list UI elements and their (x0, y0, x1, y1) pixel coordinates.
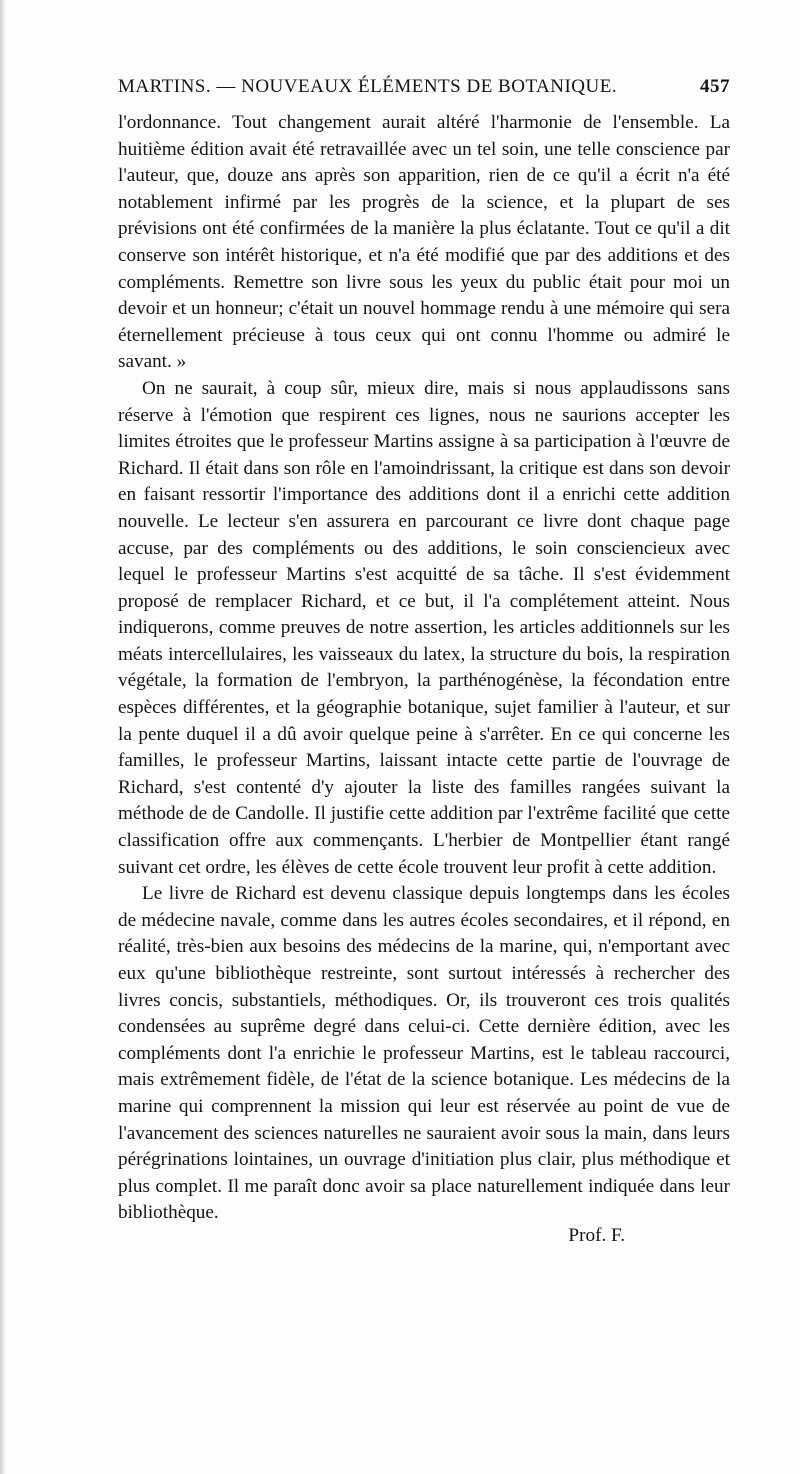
running-head-title: MARTINS. — NOUVEAUX ÉLÉMENTS DE BOTANIQUE. (118, 76, 618, 97)
paragraph: On ne saurait, à coup sûr, mieux dire, mais si nous applaudissons sans réserve à l'émotion que respirent ces lignes, nous ne saurions accepter les limites étroites que le professeur Martins assigne à sa participation à l'œuvre de Richard. Il était dans son rôle en l'amoindrissant, la critique est dans son devoir en faisant ressortir l'importance des additions dont il a enrichi cette addition nouvelle. Le lecteur s'en assurera en parcourant ce livre dont chaque page accuse, par des compléments ou des additions, le soin consciencieux avec lequel le professeur Martins s'est acquitté de sa tâche. Il s'est évidemment proposé de remplacer Richard, et ce but, il l'a complétement atteint. Nous indiquerons, comme preuves de notre assertion, les articles additionnels sur les méats intercellulaires, les vaisseaux du latex, la structure du bois, la respiration végétale, la formation de l'embryon, la parthénogénèse, la fécondation entre espèces différentes, et la géographie botanique, sujet familier à l'auteur, et sur la pente duquel il a dû avoir quelque peine à s'arrêter. En ce qui concerne les familles, le professeur Martins, laissant intacte cette partie de l'ouvrage de Richard, s'est contenté d'y ajouter la liste des familles rangées suivant la méthode de de Candolle. Il justifie cette addition par l'extrême facilité que cette classification offre aux commençants. L'herbier de Montpellier étant rangé suivant cet ordre, les élèves de cette école trouvent leur profit à cette addition. (118, 377, 730, 878)
page-number: 457 (700, 76, 730, 97)
page-edge-shadow (0, 0, 6, 1474)
paragraph: Le livre de Richard est devenu classique depuis longtemps dans les écoles de médecine navale, comme dans les autres écoles secondaires, et il répond, en réalité, très-bien aux besoins des médecins de la marine, qui, n'emportant avec eux qu'une bibliothèque restreinte, sont surtout intéressés à rechercher des livres concis, substantiels, méthodiques. Or, ils trouveront ces trois qualités condensées au suprême degré dans celui-ci. Cette dernière édition, avec les compléments dont l'a enrichie le professeur Martins, est le tableau raccourci, mais extrêmement fidèle, de l'état de la science botanique. Les médecins de la marine qui comprennent la mission qui leur est réservée au point de vue de l'avancement des sciences naturelles ne sauraient avoir sous la main, dans leurs pérégrinations lointaines, un ouvrage d'initiation plus clair, plus méthodique et plus complet. Il me paraît donc avoir sa place naturellement indiquée dans leur bibliothèque. (118, 883, 730, 1224)
paragraph-continued: l'ordonnance. Tout changement aurait altéré l'harmonie de l'ensemble. La huitième édition avait été retravaillée avec un tel soin, une telle conscience par l'auteur, que, douze ans après son apparition, rien de ce qu'il a écrit n'a été notablement infirmé par les progrès de la science, et la plupart de ses prévisions ont été confirmées de la manière la plus éclatante. Tout ce qu'il a dit conserve son intérêt historique, et n'a été modifié que par des additions et des compléments. Remettre son livre sous les yeux du public était pour moi un devoir et un honneur; c'était un nouvel hommage rendu à une mémoire qui sera éternellement précieuse à tous ceux qui ont connu l'homme ou admiré le savant. » (118, 112, 730, 373)
signature: Prof. F. (568, 1225, 625, 1246)
body-text (118, 110, 730, 1227)
running-head (118, 72, 730, 102)
